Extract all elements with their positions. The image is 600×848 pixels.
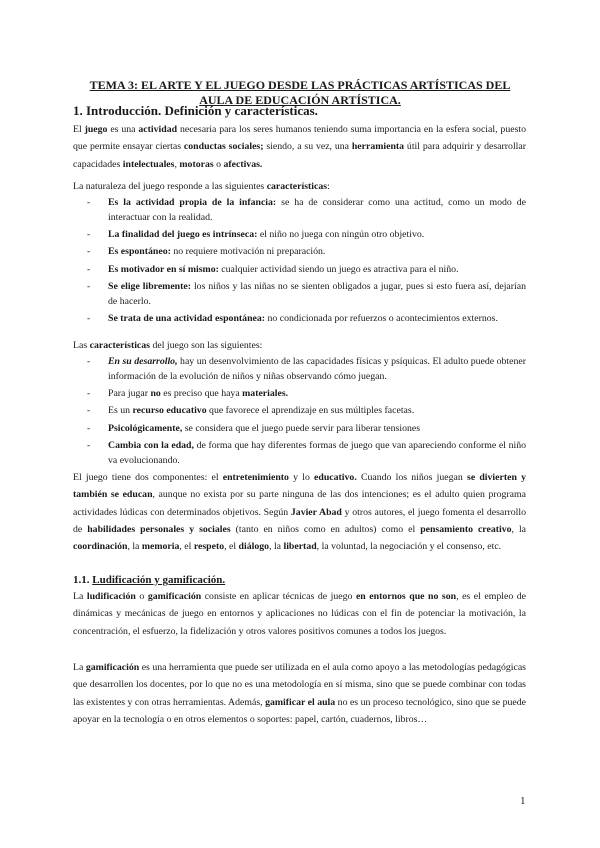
gamification-paragraph: La gamificación es una herramienta que puede ser utilizada en el aula como apoyo a las metodologías pedagógicas que desarrollen los docentes, por lo que no es una metodología en sí misma, sino que se puede combinar con todas las existentes y con otras herramientas. Además, gamificar el aula no es un proceso tecnológico, sino que se puede apoyar en la tecnología o en otros elementos o soportes: papel, cartón, cuadernos, libros… <box>73 662 526 725</box>
section-heading-1-1: 1.1. Ludificación y gamificación. <box>73 574 226 586</box>
list-item: - Es espontáneo: no requiere motivación ni preparación. <box>87 246 326 258</box>
list-item: - Psicológicamente, se considera que el juego puede servir para liberar tensiones <box>87 422 421 434</box>
page-number: 1 <box>520 795 526 807</box>
list-item: - Es la actividad propia de la infancia: se ha de considerar como una actitud, como un modo de interactuar con la realidad. <box>87 197 526 224</box>
title-line-1: TEMA 3: EL ARTE Y EL JUEGO DESDE LAS PRÁCTICAS ARTÍSTICAS DEL <box>89 78 511 92</box>
list-item: - Cambia con la edad, de forma que hay diferentes formas de juego que van apareciendo conforme el niño va evolucionando. <box>87 439 526 466</box>
characteristics-list <box>73 354 526 470</box>
list-item: - La finalidad del juego es intrínseca: el niño no juega con ningún otro objetivo. <box>87 229 425 241</box>
components-paragraph: El juego tiene dos componentes: el entretenimiento y lo educativo. Cuando los niños juegan se divierten y también se educan, aunque no exista por su parte ninguna de las dos intenciones; es el adulto quien programa actividades lúdicas con determinados objetivos. Según Javier Abad y otros autores, el juego fomenta el desarrollo de habilidades personales y sociales (tanto en niños como en adultos) como el pensamiento creativo, la coordinación, la memoria, el respeto, el diálogo, la libertad, la voluntad, la negociación y el consenso, etc. <box>73 472 527 553</box>
list-item: - Se elige libremente: los niños y las niñas no se sienten obligados a jugar, pues si esto fuera así, dejarían de hacerlo. <box>87 280 526 307</box>
list-item: - Es motivador en sí mismo: cualquier actividad siendo un juego es atractiva para el niño. <box>87 263 459 275</box>
intro-paragraph: El juego es una actividad necesaria para los seres humanos teniendo suma importancia en la esfera social, puesto que permite ensayar ciertas conductas sociales; siendo, a su vez, una herramienta útil para adquirir y desarrollar capacidades intelectuales, motoras o afectivas. <box>73 124 526 170</box>
characteristics-paragraph: Las características del juego son las siguientes: <box>73 340 263 351</box>
title-line-2: AULA DE EDUCACIÓN ARTÍSTICA. <box>199 93 401 107</box>
nature-paragraph: La naturaleza del juego responde a las siguientes características: <box>73 181 330 192</box>
section-heading-1: 1. Introducción. Definición y características. <box>73 103 318 118</box>
list-item: - En su desarrollo, hay un desenvolvimiento de las capacidades físicas y psíquicas. El adulto puede obtener información de la evolución de niños y niñas observando cómo juegan. <box>87 356 527 383</box>
list-item: - Es un recurso educativo que favorece el aprendizaje en sus múltiples facetas. <box>87 405 415 417</box>
list-item: - Se trata de una actividad espontánea: no condicionada por refuerzos o acontecimientos externos. <box>87 313 498 325</box>
ludification-paragraph: La ludificación o gamificación consiste en aplicar técnicas de juego en entornos que no son, es el empleo de dinámicas y mecánicas de juego en entornos y aplicaciones no lúdicas con el fin de potenciar la motivación, la concentración, el esfuerzo, la fidelización y otros valores positivos comunes a todos los juegos. <box>73 591 526 637</box>
list-item: - Para jugar no es preciso que haya materiales. <box>87 388 289 400</box>
nature-list <box>73 195 526 328</box>
